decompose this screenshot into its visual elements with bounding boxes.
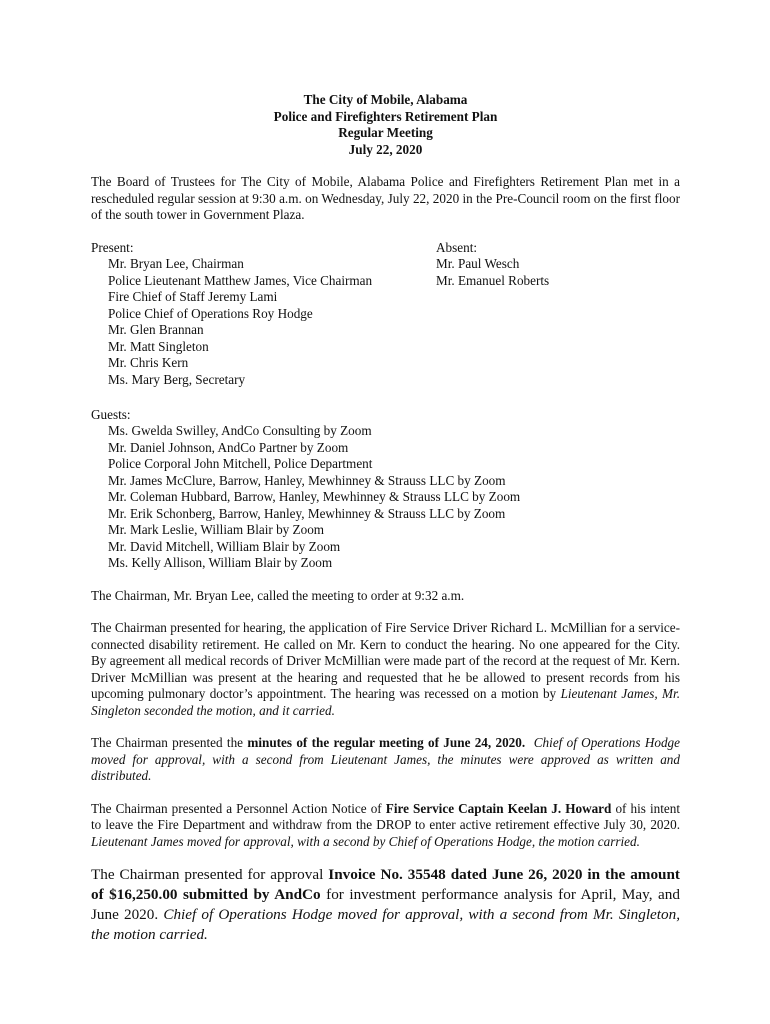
present-member: Mr. Chris Kern	[108, 355, 189, 370]
title-meeting-type: Regular Meeting	[338, 125, 433, 140]
personnel-paragraph	[91, 801, 680, 851]
attendance-section	[91, 240, 680, 390]
present-member: Mr. Matt Singleton	[108, 338, 209, 354]
invoice-bold: Invoice No. 35548 dated June 26, 2020 in the amount of $16,250.00 submitted by AndCo	[91, 866, 680, 903]
title-city: The City of Mobile, Alabama	[303, 92, 468, 107]
hearing-motion: Lieutenant James, Mr. Singleton seconded the motion, and it carried.	[91, 686, 680, 718]
document-title	[91, 92, 680, 158]
guest-member: Mr. David Mitchell, William Blair by Zoom	[108, 538, 341, 554]
present-member: Police Chief of Operations Roy Hodge	[108, 305, 313, 321]
guest-member: Police Corporal John Mitchell, Police Department	[108, 456, 373, 471]
call-to-order-paragraph: The Chairman, Mr. Bryan Lee, called the meeting to order at 9:32 a.m.	[91, 587, 465, 603]
personnel-bold: Fire Service Captain Keelan J. Howard	[385, 800, 612, 816]
guest-member: Ms. Gwelda Swilley, AndCo Consulting by Zoom	[108, 423, 372, 438]
present-member: Fire Chief of Staff Jeremy Lami	[108, 289, 278, 304]
invoice-paragraph	[91, 865, 680, 945]
intro-paragraph: The Board of Trustees for The City of Mobile, Alabama Police and Firefighters Retirement Plan met in a rescheduled regular session at 9:30 a.m. on Wednesday, July 22, 2020 in the Pre-Council room on the first floor of the south tower in Government Plaza.	[91, 174, 680, 222]
present-member: Ms. Mary Berg, Secretary	[108, 371, 246, 387]
present-member: Mr. Glen Brannan	[108, 322, 204, 337]
absent-label: Absent:	[436, 239, 478, 255]
minutes-paragraph	[91, 735, 680, 785]
guests-label: Guests:	[91, 406, 131, 422]
hearing-paragraph	[91, 620, 680, 719]
guest-member: Mr. Coleman Hubbard, Barrow, Hanley, Mewhinney & Strauss LLC by Zoom	[108, 489, 521, 504]
guest-member: Mr. James McClure, Barrow, Hanley, Mewhinney & Strauss LLC by Zoom	[108, 472, 506, 488]
invoice-middle: for investment performance analysis for April, May, and June 2020.	[91, 886, 680, 923]
title-date: July 22, 2020	[348, 141, 423, 157]
minutes-motion: Chief of Operations Hodge moved for approval, with a second from Lieutenant James, the minutes were approved as written and distributed.	[91, 735, 680, 783]
present-label: Present:	[91, 239, 134, 255]
guest-member: Mr. Erik Schonberg, Barrow, Hanley, Mewhinney & Strauss LLC by Zoom	[108, 505, 506, 521]
guest-member: Mr. Daniel Johnson, AndCo Partner by Zoom	[108, 439, 349, 455]
present-list	[91, 240, 372, 389]
absent-member: Mr. Emanuel Roberts	[436, 272, 550, 288]
title-plan: Police and Firefighters Retirement Plan	[273, 108, 498, 124]
guest-member: Mr. Mark Leslie, William Blair by Zoom	[108, 522, 325, 537]
guest-member: Ms. Kelly Allison, William Blair by Zoom	[108, 555, 333, 570]
invoice-prefix: The Chairman presented for approval	[91, 866, 329, 883]
absent-list	[436, 240, 549, 290]
minutes-prefix: The Chairman presented the	[91, 735, 248, 750]
personnel-middle: of his intent to leave the Fire Department and withdraw from the DROP to enter active retirement effective July 30, 2020.	[91, 800, 680, 832]
personnel-prefix: The Chairman presented a Personnel Action Notice of	[91, 800, 386, 816]
present-member: Police Lieutenant Matthew James, Vice Chairman	[108, 272, 373, 288]
guests-list	[91, 407, 680, 572]
minutes-bold: minutes of the regular meeting of June 24, 2020.	[247, 735, 526, 750]
present-member: Mr. Bryan Lee, Chairman	[108, 256, 244, 271]
personnel-motion: Lieutenant James moved for approval, with a second by Chief of Operations Hodge, the motion carried.	[91, 833, 640, 849]
invoice-motion: Chief of Operations Hodge moved for approval, with a second from Mr. Singleton, the motion carried.	[91, 906, 680, 943]
hearing-text: The Chairman presented for hearing, the application of Fire Service Driver Richard L. McMillian for a service-connected disability retirement. He called on Mr. Kern to conduct the hearing. No one appeared for the City. By agreement all medical records of Driver McMillian were made part of the record at the request of Mr. Kern. Driver McMillian was present at the hearing and requested that he be allowed to present records from his upcoming pulmonary doctor’s appointment. The hearing was recessed on a motion by	[91, 620, 680, 701]
absent-member: Mr. Paul Wesch	[436, 256, 520, 271]
